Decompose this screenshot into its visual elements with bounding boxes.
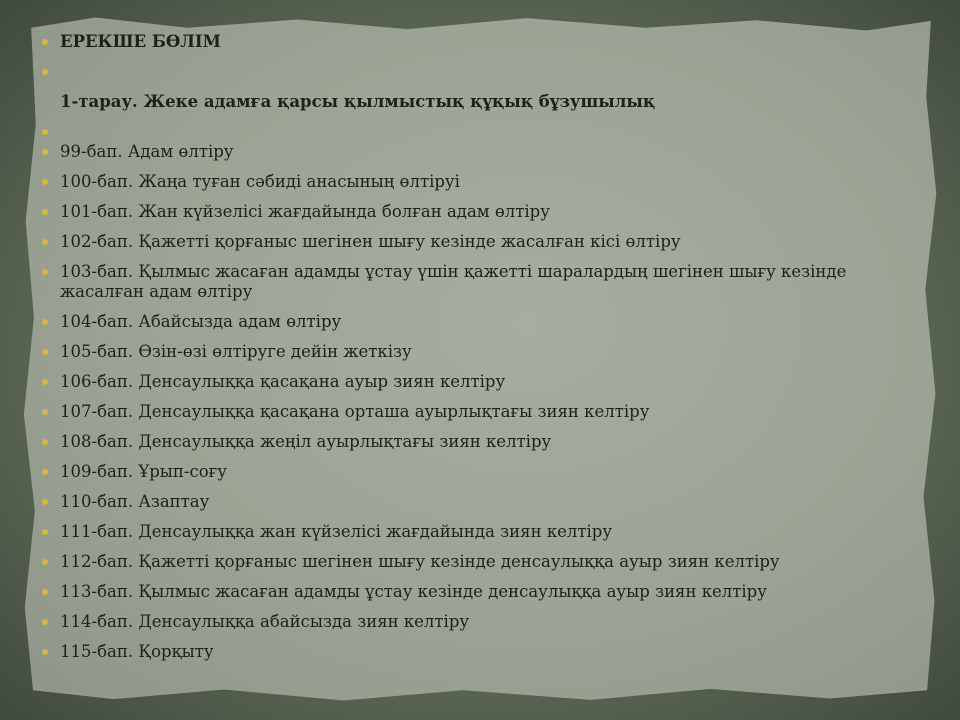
list-item-text: 109-бап. Ұрып-соғу — [60, 462, 228, 481]
bullet-dot-icon — [42, 439, 48, 445]
bullet-dot-icon — [42, 269, 48, 275]
list-item-text: 102-бап. Қажетті қорғаныс шегінен шығу кезінде жасалған кісі өлтіру — [60, 232, 681, 251]
list-item-text: 100-бап. Жаңа туған сәбиді анасының өлтіруі — [60, 172, 460, 191]
bullet-dot-icon — [42, 619, 48, 625]
list-item — [42, 522, 922, 542]
bullet-dot-icon — [42, 69, 48, 75]
bullet-dot-icon — [42, 39, 48, 45]
list-item — [42, 262, 922, 302]
list-item — [42, 232, 922, 252]
list-item-text: 107-бап. Денсаулыққа қасақана орташа ауырлықтағы зиян келтіру — [60, 402, 650, 421]
list-item — [42, 432, 922, 452]
bullet-dot-icon — [42, 529, 48, 535]
list-item — [42, 122, 922, 132]
bullet-dot-icon — [42, 349, 48, 355]
list-item-text: 106-бап. Денсаулыққа қасақана ауыр зиян келтіру — [60, 372, 506, 391]
list-item-text: 111-бап. Денсаулыққа жан күйзелісі жағдайында зиян келтіру — [60, 522, 613, 541]
list-item-text: 105-бап. Өзін-өзі өлтіруге дейін жеткізу — [60, 342, 412, 361]
bullet-dot-icon — [42, 239, 48, 245]
bullet-dot-icon — [42, 319, 48, 325]
bullet-dot-icon — [42, 559, 48, 565]
list-item — [42, 402, 922, 422]
list-item-text: 112-бап. Қажетті қорғаныс шегінен шығу кезінде денсаулыққа ауыр зиян келтіру — [60, 552, 780, 571]
list-item — [42, 552, 922, 572]
list-item — [42, 342, 922, 362]
bullet-dot-icon — [42, 209, 48, 215]
list-item-text: 103-бап. Қылмыс жасаған адамды ұстау үшін қажетті шаралардың шегінен шығу кезінде жасалған адам өлтіру — [60, 262, 847, 301]
bullet-dot-icon — [42, 129, 48, 135]
list-item-text: 1-тарау. Жеке адамға қарсы қылмыстық құқық бұзушылық — [60, 92, 656, 111]
list-item — [42, 32, 922, 52]
list-item-text: 115-бап. Қорқыту — [60, 642, 214, 661]
bullet-dot-icon — [42, 379, 48, 385]
list-item — [42, 312, 922, 332]
bullet-list — [42, 32, 922, 672]
list-item — [42, 462, 922, 482]
list-item — [42, 92, 922, 112]
list-item-text: 99-бап. Адам өлтіру — [60, 142, 234, 161]
list-item-text: ЕРЕКШЕ БӨЛІМ — [60, 32, 221, 51]
list-item-text: 101-бап. Жан күйзелісі жағдайында болған адам өлтіру — [60, 202, 550, 221]
bullet-dot-icon — [42, 179, 48, 185]
bullet-dot-icon — [42, 409, 48, 415]
bullet-dot-icon — [42, 469, 48, 475]
list-item — [42, 492, 922, 512]
bullet-dot-icon — [42, 499, 48, 505]
list-item — [42, 642, 922, 662]
list-item — [42, 142, 922, 162]
list-item-text: 113-бап. Қылмыс жасаған адамды ұстау кезінде денсаулыққа ауыр зиян келтіру — [60, 582, 767, 601]
list-item — [42, 372, 922, 392]
list-item-text: 108-бап. Денсаулыққа жеңіл ауырлықтағы зиян келтіру — [60, 432, 552, 451]
list-item — [42, 582, 922, 602]
list-item-text: 110-бап. Азаптау — [60, 492, 210, 511]
list-item — [42, 202, 922, 222]
list-item-text: 104-бап. Абайсызда адам өлтіру — [60, 312, 342, 331]
list-item-text: 114-бап. Денсаулыққа абайсызда зиян келтіру — [60, 612, 470, 631]
bullet-dot-icon — [42, 589, 48, 595]
bullet-dot-icon — [42, 649, 48, 655]
list-item — [42, 612, 922, 632]
bullet-dot-icon — [42, 149, 48, 155]
list-item — [42, 62, 922, 82]
list-item — [42, 172, 922, 192]
